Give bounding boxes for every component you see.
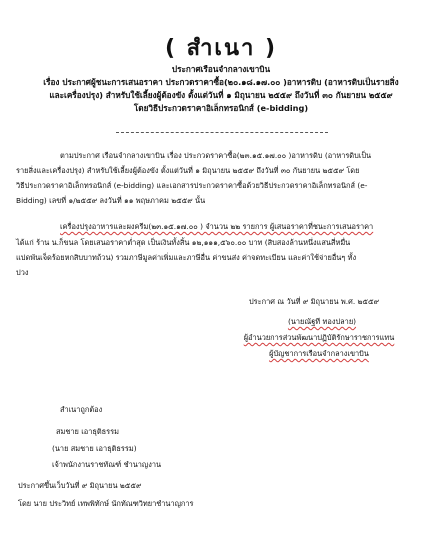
paragraph2-line4: ปวง xyxy=(16,268,29,277)
posted-date: ประกาศขึ้นเว็บวันที่ ๙ มิถุนายน ๒๕๕๙ xyxy=(18,481,142,490)
paragraph1-line2: รายสิ่งและเครื่องปรุง) สำหรับใช้เลี้ยงผู้ต้องขัง ตั้งแต่วันที่ ๑ มิถุนายน ๒๕๕๙ ถึงวันที่ ๓๐ กันยายน ๒๕๕๙ โดย xyxy=(16,166,360,175)
paragraph2-line1 xyxy=(60,221,373,232)
subject-line-2: และเครื่องปรุง) สำหรับใช้เลี้ยงผู้ต้องขัง ตั้งแต่วันที่ ๑ มิถุนายน ๒๕๕๙ ถึงวันที่ ๓๐ กันยายน ๒๕๕๙ xyxy=(49,90,393,100)
certified-signature: สมชาย เอาธุติธรรม xyxy=(56,427,119,436)
subject-line-1: เรื่อง ประกาศผู้ชนะการเสนอราคา ประกวดราคาซื้อ(๒๐.๑๘.๑๗.๐๐ )อาหารดิบ (อาหารดิบเป็นรายสิ่ง xyxy=(43,77,399,87)
announce-signer-text: (นายณัฐที ทองปลาย) xyxy=(287,317,357,326)
certified-name: (นาย สมชาย เอาธุติธรรม) xyxy=(52,444,137,453)
paragraph2-line3: แปดพันเจ็ดร้อยหกสิบบาทถ้วน) รวมภาษีมูลค่าเพิ่มและภาษีอื่น ค่าขนส่ง ค่าจดทะเบียน และค่าใช้จ่ายอื่นๆ ทั้ง xyxy=(16,253,357,262)
announce-signer xyxy=(232,316,412,327)
section-divider xyxy=(116,132,328,133)
paragraph1-line3: วิธีประกวดราคาอิเล็กทรอนิกส์ (e-bidding) และเอกสารประกวดราคาซื้อด้วยวิธีประกวดราคาอิเล็กทรอนิกส์ (e- xyxy=(16,181,368,190)
subject-line-3: โดยวิธีประกวดราคาอิเล็กทรอนิกส์ (e-bidding) xyxy=(133,103,309,113)
copy-mark: ( สำเนา ) xyxy=(164,36,278,61)
announce-position-2-text: ผู้บัญชาการเรือนจำกลางเขาบิน xyxy=(269,349,369,358)
announcement-title: ประกาศเรือนจำกลางเขาบิน xyxy=(171,64,271,74)
certified-label: สำเนาถูกต้อง xyxy=(60,405,103,414)
paragraph1-line4: Bidding) เลขที่ ๑/๒๕๕๙ ลงวันที่ ๑๑ พฤษภาคม ๒๕๕๙ นั้น xyxy=(16,196,206,205)
announce-position-1-text: ผู้อำนวยการส่วนพัฒนาปฏิบัติรักษาราชการแทน xyxy=(243,333,395,342)
posted-by: โดย นาย ประวิทย์ เทพพิทักษ์ นักทัณฑวิทยาชำนาญการ xyxy=(18,499,194,508)
announce-date: ประกาศ ณ วันที่ ๙ มิถุนายน พ.ศ. ๒๕๕๙ xyxy=(248,297,380,306)
certified-position: เจ้าพนักงานราชทัณฑ์ ชำนาญงาน xyxy=(52,460,162,469)
paragraph2-line2: ได้แก่ ร้าน น.ก็ขนล โดยเสนอราคาต่ำสุด เป็นเงินทั้งสิ้น ๑๒,๑๑๑,๕๖๐.๐๐ บาท (สิบสองล้านหนึ่งแสนสี่หมื่น xyxy=(16,238,351,247)
paragraph2-line1-text: เครื่องปรุงอาหารและผงครีม(๒๓.๑๕.๑๗.๐๐ ) จำนวน ๒๒ รายการ ผู้เสนอราคาที่ชนะการเสนอราคา xyxy=(60,222,374,231)
announce-position-2 xyxy=(214,348,424,359)
announce-position-1 xyxy=(214,332,424,343)
paragraph1-line1: ตามประกาศ เรือนจำกลางเขาบิน เรื่อง ประกวดราคาซื้อ(๒๓.๑๕.๑๗.๐๐ )อาหารดิบ (อาหารดิบเป็น xyxy=(60,151,372,160)
